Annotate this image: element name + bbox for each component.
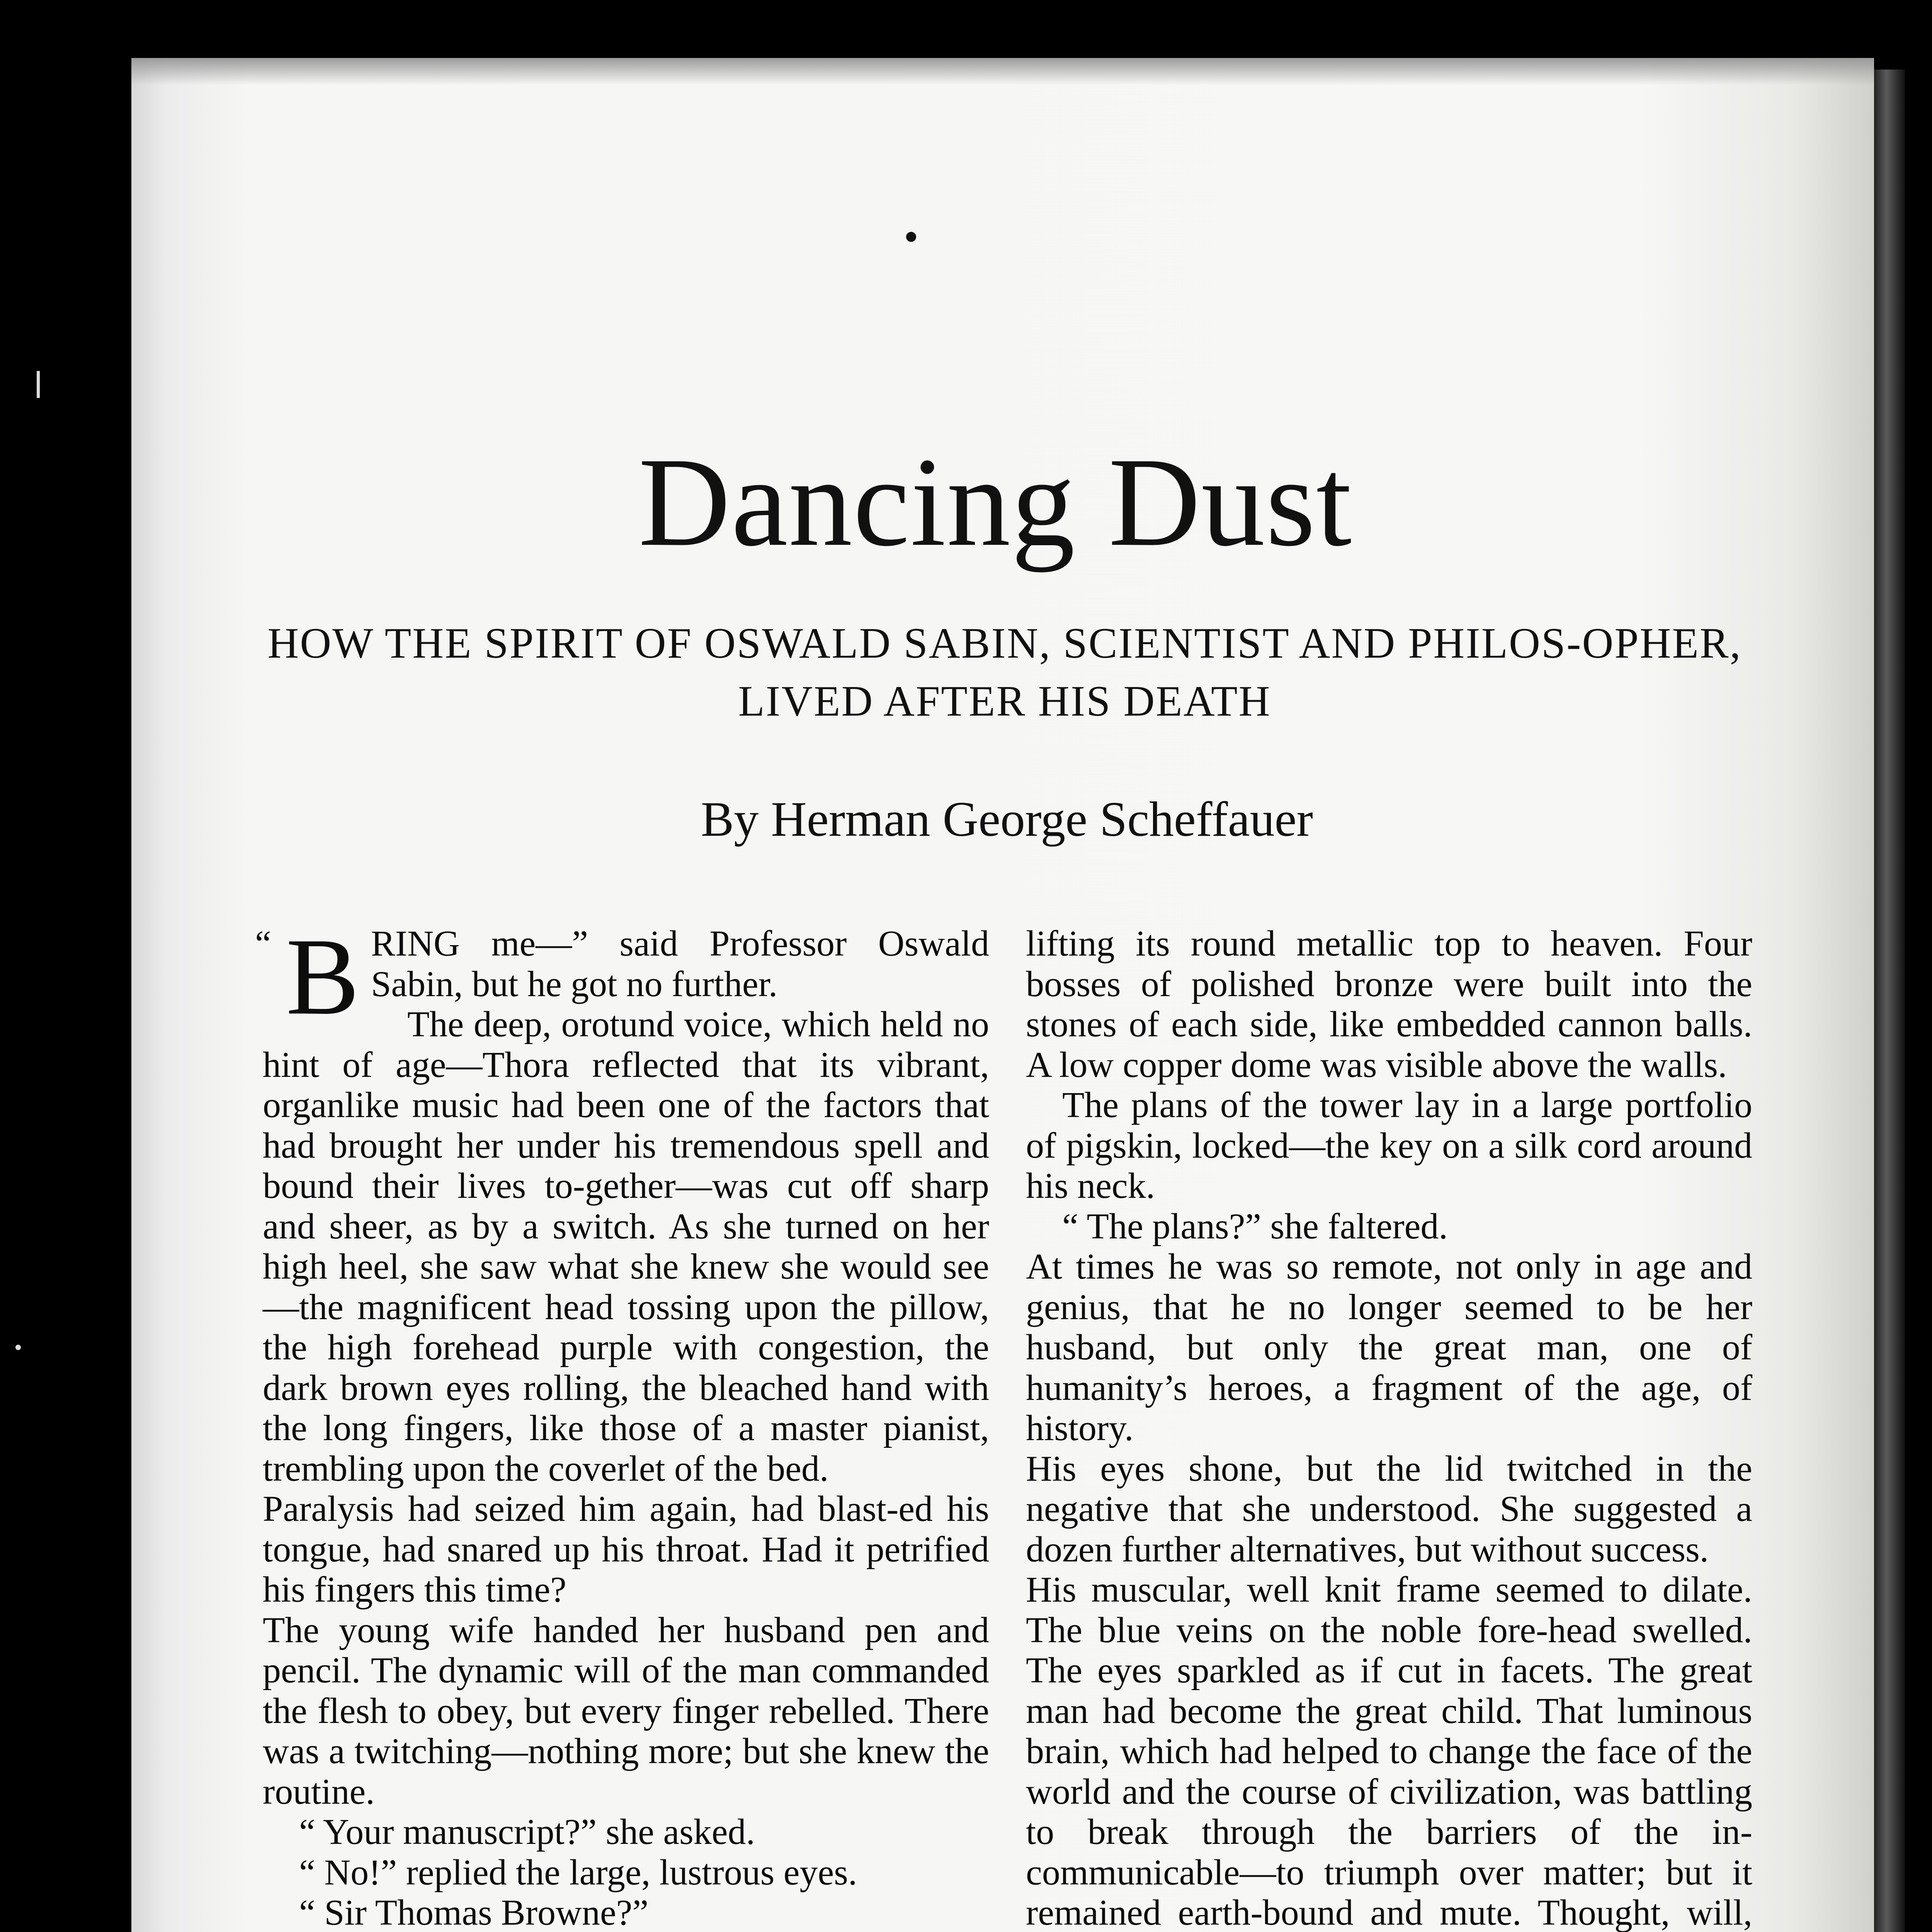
dialogue-line: “ The plans?” she faltered. — [1062, 1206, 1448, 1247]
dialogue-line: “ Your manuscript?” she asked. — [299, 1812, 755, 1852]
article-subtitle: HOW THE SPIRIT OF OSWALD SABIN, SCIENTIST AND PHILOS-OPHER, LIVED AFTER HIS DEATH — [267, 619, 1742, 725]
opening-quote: “ — [255, 923, 271, 964]
paragraph: At times he was so remote, not only in age and genius, that he no longer seemed to be her husband, but only the great man, one of humanity’s heroes, a fragment of the age, of history. — [1026, 1247, 1752, 1448]
dialogue-line: “ Sir Thomas Browne?” — [299, 1893, 649, 1932]
left-column — [255, 915, 989, 1932]
paragraph: The plans of the tower lay in a large portfolio of pigskin, locked—the key on a silk cord around his neck. — [1026, 1085, 1752, 1206]
drop-cap: B — [286, 915, 360, 1037]
paragraph: His muscular, well knit frame seemed to dilate. The blue veins on the noble fore-head swelled. The eyes sparkled as if cut in facets. The great man had become the great child. That luminous brain, which had helped to change the face of the world and the course of civilization, was battling to break through the barriers of the in-communicable—to triumph over matter; but it remained earth-bound and mute. Thought, will, — [1026, 1570, 1752, 1932]
scan-speck — [37, 371, 40, 398]
paragraph: His eyes shone, but the lid twitched in the negative that she understood. She suggested a dozen further alternatives, but without success. — [1026, 1448, 1752, 1570]
right-column — [1026, 923, 1752, 1932]
paragraph: The young wife handed her husband pen and pencil. The dynamic will of the man commanded the flesh to obey, but every finger rebelled. There was a twitching—nothing more; but she knew the routine. — [263, 1610, 989, 1812]
ornament-dot — [906, 232, 916, 242]
article-byline: By Herman George Scheffauer — [701, 792, 1313, 847]
adjacent-page-edge — [1874, 70, 1905, 1932]
scan-speck — [15, 1345, 21, 1350]
dialogue-line: “ No!” replied the large, lustrous eyes. — [299, 1852, 857, 1893]
paragraph: The deep, orotund voice, which held no hint of age—Thora reflected that its vibrant, organlike music had been one of the factors that had brought her under his tremendous spell and bound their lives to-gether—was cut off sharp and sheer, as by a switch. As she turned on her high heel, she saw what she knew she would see—the magnificent head tossing upon the pillow, the high forehead purple with congestion, the dark brown eyes rolling, the bleached hand with the long fingers, like those of a master pianist, trembling upon the coverlet of the bed. — [263, 1004, 989, 1489]
page-top-shadow — [131, 58, 1874, 85]
article-title: Dancing Dust — [638, 432, 1352, 573]
first-line: RING me—” said Professor Oswald Sabin, but he got no further. — [371, 923, 989, 1004]
paragraph: lifting its round metallic top to heaven. Four bosses of polished bronze were built into the stones of each side, like embedded cannon balls. A low copper dome was visible above the walls. — [1026, 923, 1752, 1085]
paragraph: Paralysis had seized him again, had blast-ed his tongue, had snared up his throat. Had it petrified his fingers this time? — [263, 1489, 989, 1610]
